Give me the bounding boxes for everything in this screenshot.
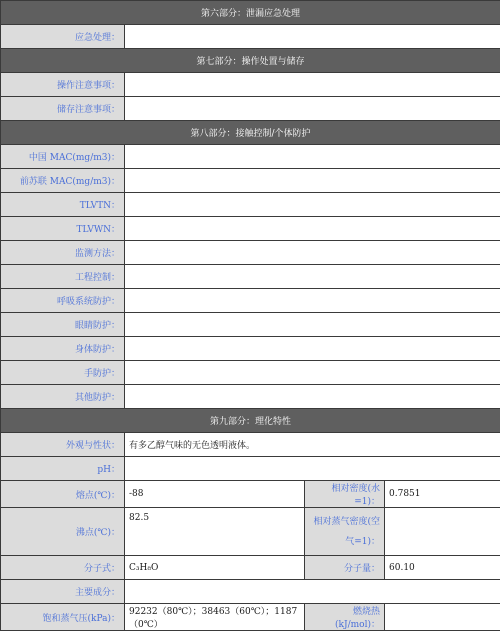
storage-precautions-label: 储存注意事项：: [1, 97, 125, 121]
tlvtn-value: [125, 193, 500, 217]
eye-protection-label: 眼睛防护：: [1, 313, 125, 337]
melting-point-value: -88: [125, 481, 305, 508]
relative-vapor-density-label: 相对蒸气密度(空气=1)：: [305, 508, 385, 556]
saturated-vapor-pressure-value: 92232（80℃）；38463（60℃）；1187（0℃）: [125, 604, 305, 631]
tlvwn-label: TLVWN：: [1, 217, 125, 241]
tlvwn-value: [125, 217, 500, 241]
main-components-value: [125, 580, 500, 604]
appearance-label: 外观与性状：: [1, 433, 125, 457]
section-7-header: 第七部分：操作处置与储存: [1, 49, 500, 73]
engineering-control-label: 工程控制：: [1, 265, 125, 289]
appearance-value: 有多乙醇气味的无色透明液体。: [125, 433, 500, 457]
section-6-header: 第六部分：泄漏应急处理: [1, 1, 500, 25]
relative-vapor-density-value: [385, 508, 500, 556]
other-protection-label: 其他防护：: [1, 385, 125, 409]
ph-value: [125, 457, 500, 481]
hand-protection-label: 手防护：: [1, 361, 125, 385]
ph-label: pH：: [1, 457, 125, 481]
relative-density-water-label: 相对密度(水=1)：: [305, 481, 385, 508]
engineering-control-value: [125, 265, 500, 289]
monitoring-method-label: 监测方法：: [1, 241, 125, 265]
respiratory-protection-value: [125, 289, 500, 313]
china-mac-label: 中国 MAC(mg/m3)：: [1, 145, 125, 169]
section-9-header: 第九部分：理化特性: [1, 409, 500, 433]
main-components-label: 主要成分：: [1, 580, 125, 604]
relative-density-water-value: 0.7851: [385, 481, 500, 508]
molecular-weight-value: 60.10: [385, 556, 500, 580]
monitoring-method-value: [125, 241, 500, 265]
tlvtn-label: TLVTN：: [1, 193, 125, 217]
ussr-mac-value: [125, 169, 500, 193]
handling-precautions-value: [125, 73, 500, 97]
eye-protection-value: [125, 313, 500, 337]
body-protection-label: 身体防护：: [1, 337, 125, 361]
heat-of-combustion-value: [385, 604, 500, 631]
hand-protection-value: [125, 361, 500, 385]
molecular-formula-value: C₃H₈O: [125, 556, 305, 580]
emergency-treatment-value: [125, 25, 500, 49]
other-protection-value: [125, 385, 500, 409]
boiling-point-label: 沸点(℃)：: [1, 508, 125, 556]
heat-of-combustion-label: 燃烧热(kJ/mol)：: [305, 604, 385, 631]
molecular-weight-label: 分子量：: [305, 556, 385, 580]
melting-point-label: 熔点(℃)：: [1, 481, 125, 508]
boiling-point-value: 82.5: [125, 508, 305, 556]
body-protection-value: [125, 337, 500, 361]
section-8-header: 第八部分：接触控制/个体防护: [1, 121, 500, 145]
handling-precautions-label: 操作注意事项：: [1, 73, 125, 97]
china-mac-value: [125, 145, 500, 169]
saturated-vapor-pressure-label: 饱和蒸气压(kPa)：: [1, 604, 125, 631]
emergency-treatment-label: 应急处理：: [1, 25, 125, 49]
ussr-mac-label: 前苏联 MAC(mg/m3)：: [1, 169, 125, 193]
respiratory-protection-label: 呼吸系统防护：: [1, 289, 125, 313]
molecular-formula-label: 分子式：: [1, 556, 125, 580]
storage-precautions-value: [125, 97, 500, 121]
